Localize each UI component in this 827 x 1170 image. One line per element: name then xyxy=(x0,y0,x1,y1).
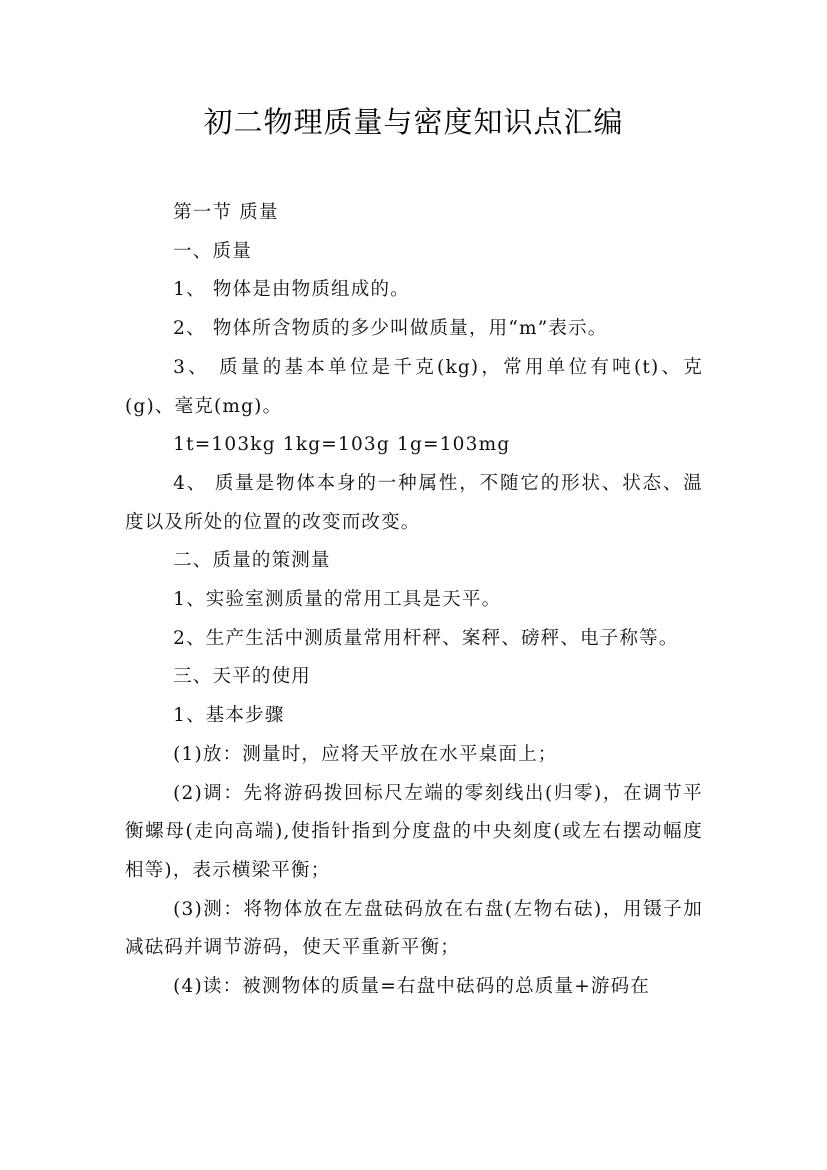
paragraph: 4、 质量是物体本身的一种属性，不随它的形状、状态、温度以及所处的位置的改变而改变。 xyxy=(125,472,703,533)
subsection-heading: 一、质量 xyxy=(173,240,252,262)
paragraph: 1、基本步骤 xyxy=(173,705,285,727)
paragraph: 1、实验室测质量的常用工具是天平。 xyxy=(173,589,502,611)
section-heading: 第一节 质量 xyxy=(173,202,279,223)
paragraph: (3)测：将物体放在左盘砝码放在右盘(左物右砝)，用镊子加减砝码并调节游码，使天平重新平衡； xyxy=(125,898,703,959)
document-body xyxy=(125,194,703,1007)
paragraph: (1)放：测量时，应将天平放在水平桌面上； xyxy=(173,743,558,765)
paragraph: (4)读：被测物体的质量=右盘中砝码的总质量+游码在 xyxy=(173,976,651,998)
paragraph: (2)调：先将游码拨回标尺左端的零刻线出(归零)，在调节平衡螺母(走向高端),使指针指到分度盘的中央刻度(或左右摆动幅度相等)，表示横梁平衡； xyxy=(125,782,703,881)
subsection-heading: 二、质量的策测量 xyxy=(173,550,331,572)
paragraph: 2、 物体所含物质的多少叫做质量，用“m”表示。 xyxy=(173,318,608,340)
paragraph: 1、 物体是由物质组成的。 xyxy=(173,279,410,301)
document-title: 初二物理质量与密度知识点汇编 xyxy=(203,105,624,139)
paragraph: 1t=103kg 1kg=103g 1g=103mg xyxy=(173,434,511,456)
paragraph: 2、生产生活中测质量常用杆秤、案秤、磅秤、电子称等。 xyxy=(173,627,679,649)
paragraph: 3、 质量的基本单位是千克(kg)，常用单位有吨(t)、克(g)、毫克(mg)。 xyxy=(125,356,703,417)
subsection-heading: 三、天平的使用 xyxy=(173,666,311,688)
